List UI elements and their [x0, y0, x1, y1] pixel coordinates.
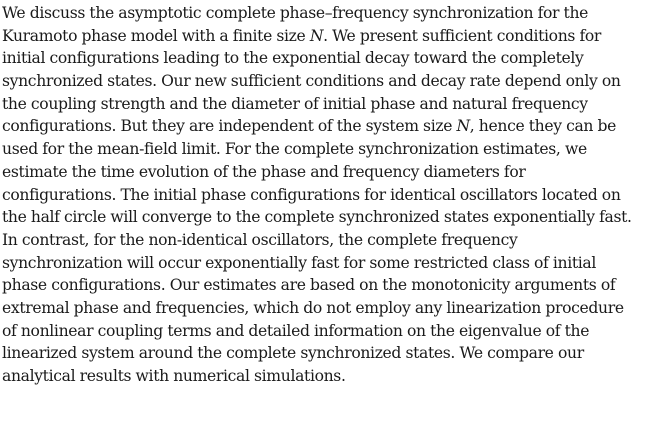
abstract-line — [2, 138, 653, 161]
text-run: . We present sufficient conditions for — [323, 26, 602, 45]
abstract-line — [2, 229, 653, 252]
text-run: the half circle will converge to the complete synchronized states exponentially fast. — [2, 208, 632, 227]
abstract-line — [2, 47, 653, 70]
abstract-line — [2, 2, 653, 25]
abstract-line — [2, 70, 653, 93]
abstract-line — [2, 93, 653, 116]
abstract-line — [2, 161, 653, 184]
abstract-line — [2, 365, 653, 388]
text-run: We discuss the asymptotic complete phase–frequency synchronization for the — [2, 4, 589, 22]
text-run: synchronization will occur exponentially fast for some restricted class of initial — [2, 253, 596, 272]
text-run: linearized system around the complete synchronized states. We compare our — [2, 344, 584, 363]
text-run: of nonlinear coupling terms and detailed information on the eigenvalue of the — [2, 321, 590, 340]
text-run: configurations. But they are independent of the system size — [2, 117, 457, 136]
text-run: estimate the time evolution of the phase and frequency diameters for — [2, 162, 526, 181]
text-run: configurations. The initial phase configurations for identical oscillators located on — [2, 185, 621, 204]
text-run: , hence they can be — [469, 117, 617, 136]
text-run: initial configurations leading to the exponential decay toward the completely — [2, 49, 584, 68]
text-run: Kuramoto phase model with a finite size — [2, 26, 310, 45]
abstract-text — [2, 2, 653, 388]
text-run: synchronized states. Our new sufficient conditions and decay rate depend only on — [2, 72, 621, 91]
abstract-line — [2, 320, 653, 343]
abstract-line — [2, 184, 653, 207]
math-symbol: N — [309, 26, 324, 45]
abstract-line — [2, 252, 653, 275]
text-run: In contrast, for the non-identical oscillators, the complete frequency — [2, 230, 518, 249]
abstract-line — [2, 115, 653, 138]
abstract-line — [2, 342, 653, 365]
text-run: phase configurations. Our estimates are based on the monotonicity arguments of — [2, 276, 616, 295]
text-run: the coupling strength and the diameter of initial phase and natural frequency — [2, 94, 588, 113]
text-run: analytical results with numerical simulations. — [2, 367, 346, 385]
abstract-line — [2, 274, 653, 297]
text-run: used for the mean-field limit. For the complete synchronization estimates, we — [2, 140, 587, 159]
abstract-line — [2, 206, 653, 229]
text-run: extremal phase and frequencies, which do not employ any linearization procedure — [2, 298, 624, 317]
abstract-line — [2, 25, 653, 48]
math-symbol: N — [456, 117, 470, 136]
abstract-line — [2, 297, 653, 320]
